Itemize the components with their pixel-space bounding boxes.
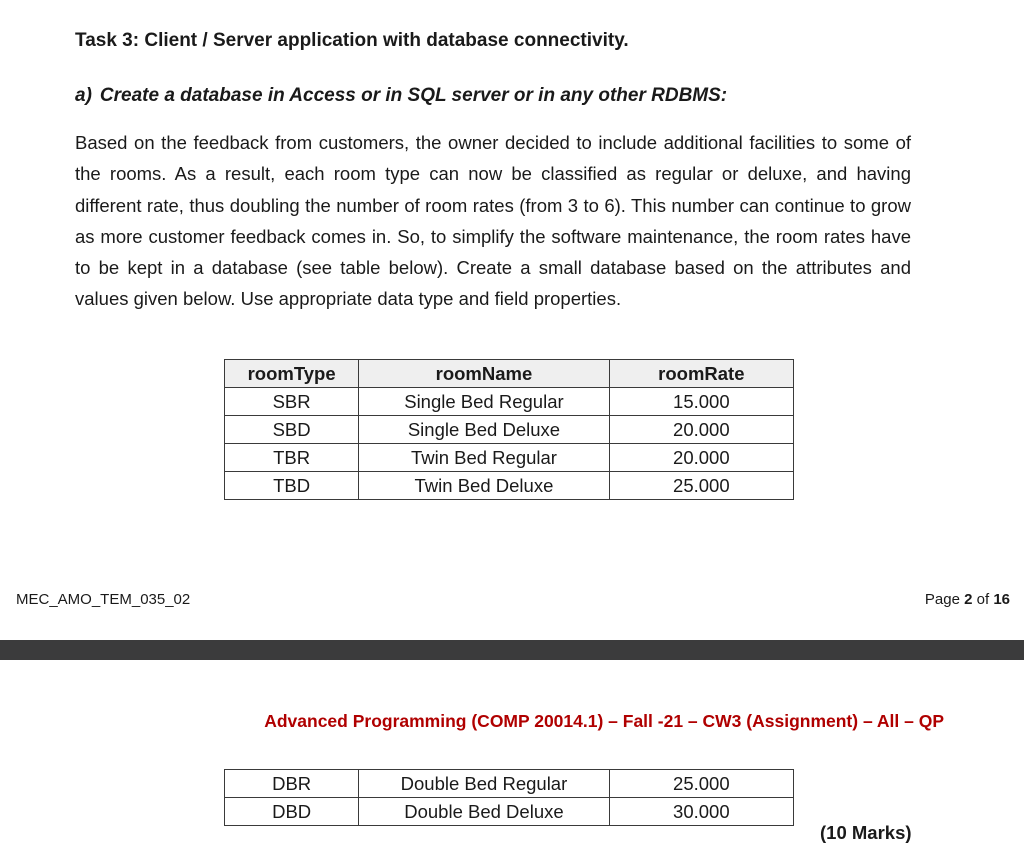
cell-roomtype: TBD <box>225 472 359 500</box>
footer-document-code: MEC_AMO_TEM_035_02 <box>16 591 191 608</box>
task-paragraph: Based on the feedback from customers, the owner decided to include additional facilities to some of the rooms. As a result, each room type can now be classified as regular or deluxe, and having different rate, thus doubling the number of room rates (from 3 to 6). This number can continue to grow as more customer feedback comes in. So, to simplify the software maintenance, the room rates have to be kept in a database (see table below). Create a small database based on the attributes and values given below. Use appropriate data type and field properties. <box>75 132 911 310</box>
cell-roomname: Twin Bed Deluxe <box>359 472 609 500</box>
room-rates-table-continued <box>224 769 794 826</box>
column-header-roomtype: roomType <box>225 360 359 388</box>
page-separator <box>0 640 1024 660</box>
column-header-roomname: roomName <box>359 360 609 388</box>
cell-roomname: Single Bed Regular <box>359 388 609 416</box>
cell-roomrate: 30.000 <box>609 798 793 826</box>
cell-roomrate: 15.000 <box>609 388 793 416</box>
cell-roomname: Double Bed Regular <box>359 770 609 798</box>
cell-roomtype: SBD <box>225 416 359 444</box>
cell-roomrate: 25.000 <box>609 472 793 500</box>
page-total: 16 <box>993 591 1010 608</box>
cell-roomrate: 20.000 <box>609 444 793 472</box>
subheading-letter: a) <box>75 85 92 106</box>
task-title: Task 3: Client / Server application with database connectivity. <box>75 30 629 51</box>
page-prefix: Page <box>924 591 965 608</box>
table-row <box>225 444 794 472</box>
cell-roomtype: TBR <box>225 444 359 472</box>
cell-roomname: Twin Bed Regular <box>359 444 609 472</box>
subheading <box>75 85 727 107</box>
marks-label: (10 Marks) <box>820 822 912 843</box>
table-row <box>225 388 794 416</box>
cell-roomname: Double Bed Deluxe <box>359 798 609 826</box>
cell-roomrate: 25.000 <box>609 770 793 798</box>
page-current: 2 <box>964 591 973 608</box>
table-row <box>225 798 794 826</box>
cell-roomtype: SBR <box>225 388 359 416</box>
room-rates-table <box>224 359 794 500</box>
table-row <box>225 472 794 500</box>
table-row <box>225 770 794 798</box>
column-header-roomrate: roomRate <box>609 360 793 388</box>
cell-roomtype: DBD <box>225 798 359 826</box>
footer-page-number <box>925 591 1010 608</box>
cell-roomtype: DBR <box>225 770 359 798</box>
page-header-title: Advanced Programming (COMP 20014.1) – Fall -21 – CW3 (Assignment) – All – QP <box>264 711 944 731</box>
table-row <box>225 416 794 444</box>
table-header-row <box>225 360 794 388</box>
subheading-text: Create a database in Access or in SQL server or in any other RDBMS: <box>99 85 728 106</box>
cell-roomrate: 20.000 <box>609 416 793 444</box>
cell-roomname: Single Bed Deluxe <box>359 416 609 444</box>
page-of: of <box>972 591 994 608</box>
